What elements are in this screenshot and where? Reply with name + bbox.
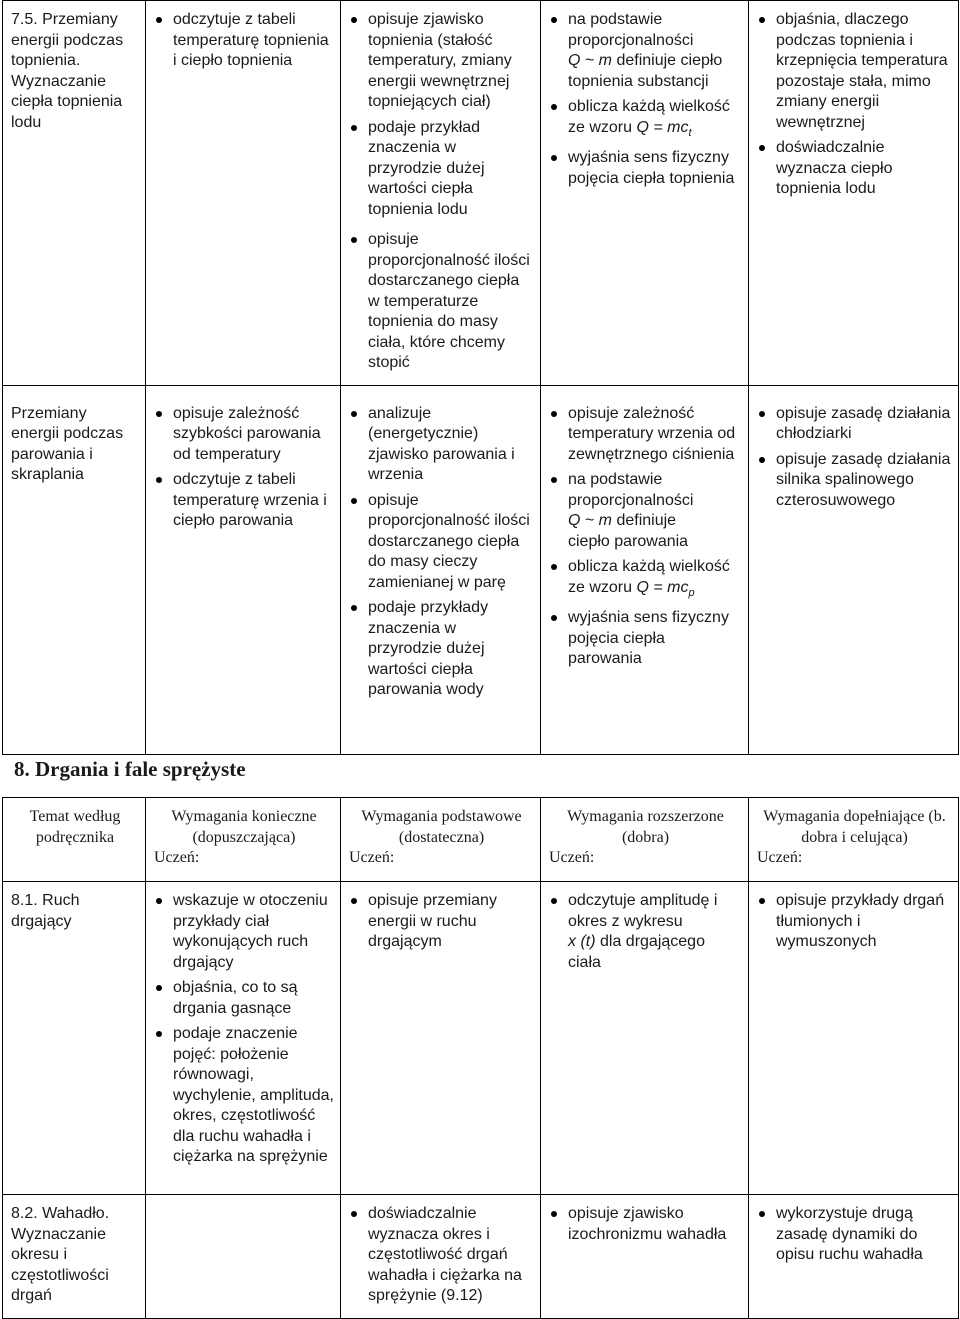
list-item: na podstawie proporcjonalności Q ~ m definiuje ciepło parowania [549,470,742,552]
topic-cell: 8.1. Ruch drgający [3,882,146,1195]
list-item: opisuje zjawisko topnienia (stałość temperatury, zmiany energii wewnętrznej topniejących ciał) [349,10,534,113]
list-item: opisuje zjawisko izochronizmu wahadła [549,1204,742,1245]
required-cell [146,882,341,1195]
required-cell [146,1195,341,1319]
formula: Q ~ m [568,512,613,529]
required-cell [146,385,341,754]
table-row [3,1,959,386]
formula: Q ~ m [568,52,613,69]
column-header: Temat według podręcznika [3,798,146,882]
list-item: oblicza każdą wielkość ze wzoru $Q = mc_t$ [549,97,742,143]
list-item: odczytuje amplitudę i okres z wykresu x (t) dla drgającego ciała [549,891,742,973]
list-item: opisuje zasadę działania silnika spalinowego czterosuwowego [757,450,952,512]
list-item: wykorzystuje drugą zasadę dynamiki do opisu ruchu wahadła [757,1204,952,1266]
formula: x (t) [568,933,596,950]
extended-cell [541,1,749,386]
table-row [3,385,959,754]
column-header: Wymagania rozszerzone (dobra) Uczeń: [541,798,749,882]
list-item: doświadczalnie wyznacza okres i częstotliwość drgań wahadła i ciężarka na sprężynie (9.12) [349,1204,534,1307]
list-item: podaje przykłady znaczenia w przyrodzie dużej wartości ciepła parowania wody [349,598,534,701]
basic-cell [341,1,541,386]
list-item: analizuje (energetycznie) zjawisko parowania i wrzenia [349,404,534,486]
basic-cell [341,385,541,754]
complementary-cell [749,1,959,386]
basic-cell [341,1195,541,1319]
list-item: opisuje zależność temperatury wrzenia od zewnętrznego ciśnienia [549,404,742,466]
complementary-cell [749,882,959,1195]
list-item: odczytuje z tabeli temperaturę wrzenia i ciepło parowania [154,470,334,532]
topic-cell: 8.2. Wahadło. Wyznaczanie okresu i częstotliwości drgań [3,1195,146,1319]
list-item: objaśnia, dlaczego podczas topnienia i krzepnięcia temperatura pozostaje stała, mimo zmiany energii wewnętrznej [757,10,952,133]
column-header: Wymagania podstawowe (dostateczna) Uczeń: [341,798,541,882]
list-item: doświadczalnie wyznacza ciepło topnienia lodu [757,138,952,200]
topic-cell: Przemiany energii podczas parowania i skraplania [3,385,146,754]
list-item: odczytuje z tabeli temperaturę topnienia i ciepło topnienia [154,10,334,72]
list-item: wyjaśnia sens fizyczny pojęcia ciepła topnienia [549,148,742,189]
table-row [3,1195,959,1319]
required-cell [146,1,341,386]
list-item: wyjaśnia sens fizyczny pojęcia ciepła parowania [549,608,742,670]
basic-cell [341,882,541,1195]
list-item: opisuje proporcjonalność ilości dostarczanego ciepła w temperaturze topnienia do masy ciała, które chcemy stopić [349,230,534,374]
list-item: opisuje zależność szybkości parowania od temperatury [154,404,334,466]
list-item: opisuje przykłady drgań tłumionych i wymuszonych [757,891,952,953]
list-item: podaje znaczenie pojęć: położenie równowagi, wychylenie, amplituda, okres, częstotliwość dla ruchu wahadła i ciężarka na sprężynie [154,1024,334,1168]
extended-cell [541,1195,749,1319]
column-header: Wymagania konieczne (dopuszczająca) Uczeń: [146,798,341,882]
topics-table-section-8 [2,797,959,1319]
list-item: oblicza każdą wielkość ze wzoru $Q = mc_p$ [549,557,742,603]
section-title: 8. Drgania i fale sprężyste [14,757,246,781]
extended-cell [541,882,749,1195]
column-header: Wymagania dopełniające (b. dobra i celująca) Uczeń: [749,798,959,882]
topic-cell: 7.5. Przemiany energii podczas topnienia. Wyznaczanie ciepła topnienia lodu [3,1,146,386]
formula: $Q = mc_p$ [636,578,695,599]
topics-table-section-7 [2,0,959,755]
list-item: objaśnia, co to są drgania gasnące [154,978,334,1019]
formula: $Q = mc_t$ [636,118,692,139]
list-item: podaje przykład znaczenia w przyrodzie dużej wartości ciepła topnienia lodu [349,118,534,221]
list-item: na podstawie proporcjonalności Q ~ m definiuje ciepło topnienia substancji [549,10,742,92]
list-item: wskazuje w otoczeniu przykłady ciał wykonujących ruch drgający [154,891,334,973]
complementary-cell [749,385,959,754]
extended-cell [541,385,749,754]
list-item: opisuje proporcjonalność ilości dostarczanego ciepła do masy cieczy zamienianej w parę [349,491,534,594]
complementary-cell [749,1195,959,1319]
table-row [3,882,959,1195]
header-row [3,798,959,882]
list-item: opisuje zasadę działania chłodziarki [757,404,952,445]
list-item: opisuje przemiany energii w ruchu drgającym [349,891,534,953]
